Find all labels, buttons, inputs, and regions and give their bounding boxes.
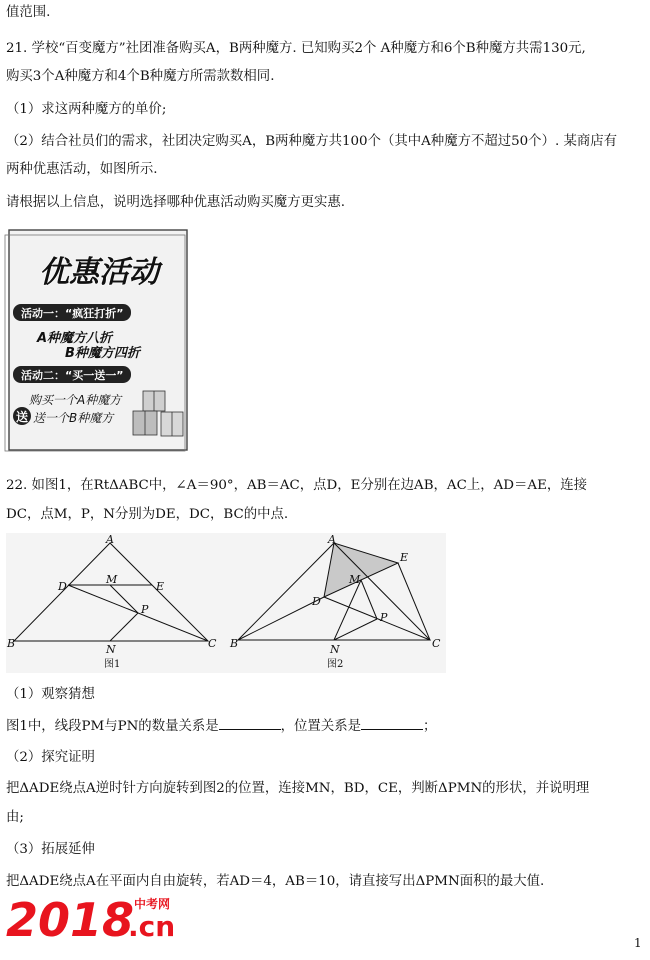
- promo-activity-1-line-1: A种魔方八折: [37, 331, 113, 346]
- logo-number: 2018: [6, 893, 135, 946]
- promo-activity-1-line-2: B种魔方四折: [65, 346, 140, 361]
- part-1-text-b: ，位置关系是: [280, 719, 361, 734]
- text-line: 值范围.: [6, 5, 51, 20]
- promo-activity-1-label: 活动一：“疯狂打折”: [21, 307, 124, 320]
- fig2-label-A: A: [328, 533, 336, 546]
- answer-blank-position[interactable]: [361, 717, 423, 730]
- fig1-caption: 图1: [104, 659, 121, 670]
- part-2-question-line-2: 由;: [6, 810, 24, 825]
- fig1-label-B: B: [7, 637, 16, 650]
- fig2-label-C: C: [432, 637, 441, 650]
- fig2-label-M: M: [349, 573, 361, 586]
- part-2-heading: （2）探究证明: [6, 750, 95, 765]
- promo-activity-2-label: 活动二：“买一送一”: [21, 369, 124, 382]
- question-21-part-2-line-1: （2）结合社员们的需求，社团决定购买A，B两种魔方共100个（其中A种魔方不超过50个）. 某商店有: [6, 134, 618, 149]
- fig1-label-P: P: [141, 603, 149, 616]
- promo-title: 优惠活动: [39, 255, 159, 290]
- answer-blank-quantity[interactable]: [219, 717, 281, 730]
- part-3-heading: （3）拓展延伸: [6, 842, 95, 857]
- fig1-label-N: N: [106, 643, 116, 656]
- promotion-poster: [3, 226, 193, 454]
- promo-activity-2-line-2: 送一个B种魔方: [33, 411, 114, 425]
- part-2-question-line-1: 把ΔADE绕点A逆时针方向旋转到图2的位置，连接MN，BD，CE，判断ΔPMN的形状，并说明理: [6, 781, 590, 796]
- part-1-text-a: 图1中，线段PM与PN的数量关系是: [6, 719, 219, 734]
- fig2-label-P: P: [380, 611, 388, 624]
- fig2-label-N: N: [330, 643, 340, 656]
- site-logo: [6, 890, 206, 946]
- question-21-instruction: 请根据以上信息，说明选择哪种优惠活动购买魔方更实惠.: [6, 195, 346, 210]
- part-1-question: [6, 717, 436, 736]
- question-21-part-1: （1）求这两种魔方的单价;: [6, 102, 167, 117]
- part-1-text-c: ；: [423, 719, 437, 734]
- fig1-label-E: E: [156, 580, 165, 593]
- fig1-label-D: D: [58, 580, 67, 593]
- fig2-label-E: E: [400, 551, 409, 564]
- fig2-label-D: D: [312, 595, 321, 608]
- question-21-line-1: 21. 学校“百变魔方”社团准备购买A，B两种魔方. 已知购买2个 A种魔方和6个B种魔方共需130元,: [6, 41, 586, 56]
- logo-domain: .cn: [128, 910, 176, 943]
- page-number: 1: [634, 936, 642, 950]
- question-22-line-2: DC，点M，P，N分别为DE，DC，BC的中点.: [6, 507, 289, 522]
- question-22-line-1: 22. 如图1，在RtΔABC中，∠A＝90°，AB＝AC，点D，E分别在边AB，AC上，AD＝AE，连接: [6, 478, 588, 493]
- logo-tag: 中考网: [134, 897, 171, 911]
- part-1-heading: （1）观察猜想: [6, 687, 95, 702]
- question-21-line-2: 购买3个A种魔方和4个B种魔方所需款数相同.: [6, 69, 275, 84]
- question-21-part-2-line-2: 两种优惠活动，如图所示.: [6, 162, 158, 177]
- fig1-label-M: M: [106, 573, 118, 586]
- fig2-caption: 图2: [327, 659, 344, 670]
- part-3-question: 把ΔADE绕点A在平面内自由旋转，若AD＝4，AB＝10，请直接写出ΔPMN面积的最大值.: [6, 874, 545, 889]
- svg-text:送: 送: [15, 410, 29, 424]
- fig1-label-C: C: [208, 637, 217, 650]
- promo-activity-2-line-1: 购买一个A种魔方: [29, 393, 122, 407]
- fig2-label-B: B: [230, 637, 239, 650]
- geometry-figures: [6, 533, 446, 673]
- fig1-label-A: A: [106, 533, 114, 546]
